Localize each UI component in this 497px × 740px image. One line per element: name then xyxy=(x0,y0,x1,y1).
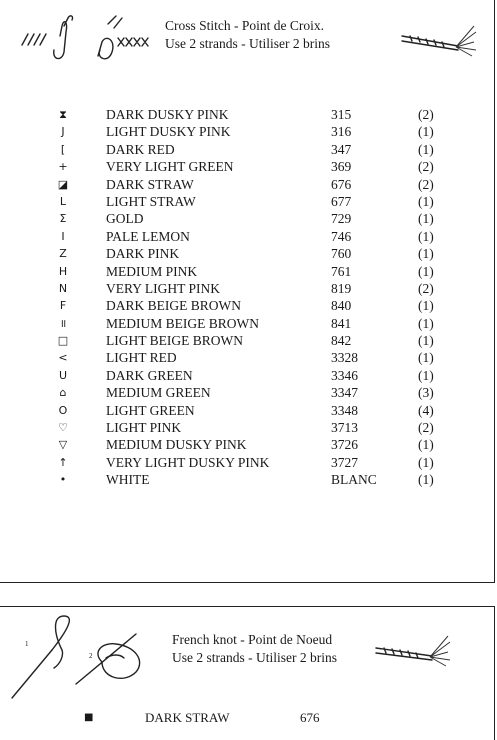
key-skein-count: (1) xyxy=(418,333,434,349)
french-knot-step-2: 2 xyxy=(89,652,93,660)
key-skein-count: (2) xyxy=(418,420,434,436)
key-skein-count: (1) xyxy=(418,141,434,157)
cross-stitch-header xyxy=(165,17,330,53)
key-color-name: LIGHT PINK xyxy=(106,420,182,436)
key-row xyxy=(52,158,452,175)
key-skein-count: (1) xyxy=(418,437,434,453)
key-row xyxy=(52,141,452,158)
key-symbol: N xyxy=(58,281,68,295)
key-color-name: LIGHT GREEN xyxy=(106,402,195,418)
key-skein-count: (2) xyxy=(418,159,434,175)
two-strand-needle-icon-knot xyxy=(372,630,452,672)
key-color-name: GOLD xyxy=(106,211,144,227)
french-knot-diagram-icon xyxy=(6,612,166,704)
key-color-code: BLANC xyxy=(331,472,377,488)
key-color-name: MEDIUM BEIGE BROWN xyxy=(106,315,259,331)
key-skein-count: (1) xyxy=(418,454,434,470)
key-row xyxy=(52,419,452,436)
key-skein-count: (1) xyxy=(418,263,434,279)
key-color-name: VERY LIGHT PINK xyxy=(106,280,220,296)
thread-key-table xyxy=(52,106,452,489)
key-row xyxy=(52,384,452,401)
key-skein-count: (1) xyxy=(418,228,434,244)
key-symbol: + xyxy=(58,160,68,174)
key-color-code: 760 xyxy=(331,246,352,262)
french-knot-name: DARK STRAW xyxy=(145,710,230,725)
key-color-code: 3347 xyxy=(331,385,358,401)
key-symbol: Z xyxy=(59,247,67,261)
french-knot-symbol: ■ xyxy=(84,712,94,723)
key-color-name: VERY LIGHT DUSKY PINK xyxy=(106,454,270,470)
key-color-code: 761 xyxy=(331,263,352,279)
key-color-name: DARK GREEN xyxy=(106,367,193,383)
key-skein-count: (1) xyxy=(418,367,434,383)
key-skein-count: (4) xyxy=(418,402,434,418)
key-row xyxy=(52,193,452,210)
key-color-code: 840 xyxy=(331,298,352,314)
cross-stitch-strands: Use 2 strands - Utiliser 2 brins xyxy=(165,36,330,51)
key-color-name: DARK RED xyxy=(106,141,175,157)
key-color-name: DARK STRAW xyxy=(106,176,194,192)
key-color-name: LIGHT BEIGE BROWN xyxy=(106,333,243,349)
key-symbol: ⌂ xyxy=(59,386,67,400)
key-color-name: DARK DUSKY PINK xyxy=(106,107,229,122)
key-symbol: U xyxy=(58,368,68,382)
key-color-code: 3713 xyxy=(331,420,358,436)
french-knot-strands: Use 2 strands - Utiliser 2 brins xyxy=(172,650,337,665)
key-color-name: LIGHT RED xyxy=(106,350,177,366)
key-skein-count: (1) xyxy=(418,350,434,366)
key-symbol: ▽ xyxy=(58,438,68,452)
key-skein-count: (1) xyxy=(418,124,434,140)
key-row xyxy=(52,210,452,227)
key-row xyxy=(52,332,452,349)
key-color-code: 3346 xyxy=(331,367,358,383)
key-skein-count: (1) xyxy=(418,472,434,488)
key-color-code: 819 xyxy=(331,280,352,296)
key-row xyxy=(52,280,452,297)
key-color-code: 841 xyxy=(331,315,352,331)
french-knot-title: French knot - Point de Noeud xyxy=(172,632,333,647)
key-color-code: 729 xyxy=(331,211,352,227)
key-color-name: PALE LEMON xyxy=(106,228,190,244)
key-skein-count: (1) xyxy=(418,298,434,314)
key-symbol: ↑ xyxy=(58,455,68,469)
key-color-code: 3348 xyxy=(331,402,358,418)
key-color-code: 746 xyxy=(331,228,352,244)
key-symbol: Σ xyxy=(59,212,67,226)
key-symbol: J xyxy=(61,125,65,139)
key-color-name: VERY LIGHT GREEN xyxy=(106,159,234,175)
key-row xyxy=(52,471,452,488)
key-row xyxy=(52,367,452,384)
key-row xyxy=(52,297,452,314)
key-row xyxy=(52,123,452,140)
french-knot-code: 676 xyxy=(300,710,320,725)
key-symbol: F xyxy=(59,299,67,313)
key-color-code: 3726 xyxy=(331,437,358,453)
key-color-code: 315 xyxy=(331,107,352,122)
key-color-name: DARK BEIGE BROWN xyxy=(106,298,241,314)
key-row xyxy=(52,176,452,193)
key-color-code: 676 xyxy=(331,176,352,192)
key-row xyxy=(52,349,452,366)
key-color-name: LIGHT DUSKY PINK xyxy=(106,124,231,140)
key-symbol: • xyxy=(59,473,67,487)
key-symbol: O xyxy=(58,403,68,417)
key-skein-count: (2) xyxy=(418,280,434,296)
key-skein-count: (1) xyxy=(418,193,434,209)
key-color-name: DARK PINK xyxy=(106,246,180,262)
key-skein-count: (1) xyxy=(418,246,434,262)
key-symbol: ॥ xyxy=(59,316,67,330)
key-skein-count: (1) xyxy=(418,315,434,331)
key-row xyxy=(52,402,452,419)
key-color-code: 347 xyxy=(331,141,352,157)
cross-stitch-diagram-icon xyxy=(18,12,158,68)
key-row xyxy=(52,245,452,262)
key-color-code: 369 xyxy=(331,159,352,175)
key-color-name: MEDIUM PINK xyxy=(106,263,198,279)
key-color-code: 3328 xyxy=(331,350,358,366)
key-symbol: ⧗ xyxy=(59,108,67,121)
key-row xyxy=(52,454,452,471)
key-row xyxy=(52,106,452,123)
key-symbol: ◪ xyxy=(57,177,69,191)
key-row xyxy=(52,228,452,245)
key-symbol: [ xyxy=(60,142,66,156)
french-knot-header xyxy=(172,631,337,667)
key-color-name: MEDIUM GREEN xyxy=(106,385,211,401)
two-strand-needle-icon xyxy=(398,20,478,62)
key-skein-count: (2) xyxy=(418,176,434,192)
key-symbol: H xyxy=(58,264,68,278)
key-row xyxy=(52,436,452,453)
key-color-name: WHITE xyxy=(106,472,150,488)
key-skein-count: (2) xyxy=(418,107,434,122)
french-knot-step-1: 1 xyxy=(25,640,29,648)
key-color-name: LIGHT STRAW xyxy=(106,193,196,209)
key-skein-count: (1) xyxy=(418,211,434,227)
key-color-name: MEDIUM DUSKY PINK xyxy=(106,437,247,453)
key-symbol: I xyxy=(61,229,65,243)
cross-stitch-title: Cross Stitch - Point de Croix. xyxy=(165,18,325,33)
key-color-code: 3727 xyxy=(331,454,358,470)
key-symbol: < xyxy=(58,351,68,365)
key-skein-count: (3) xyxy=(418,385,434,401)
key-symbol: □ xyxy=(57,334,69,348)
key-color-code: 677 xyxy=(331,193,352,209)
key-row xyxy=(52,263,452,280)
key-symbol: L xyxy=(59,194,67,208)
key-color-code: 316 xyxy=(331,124,352,140)
key-row xyxy=(52,315,452,332)
key-color-code: 842 xyxy=(331,333,352,349)
key-symbol: ♡ xyxy=(58,421,68,435)
